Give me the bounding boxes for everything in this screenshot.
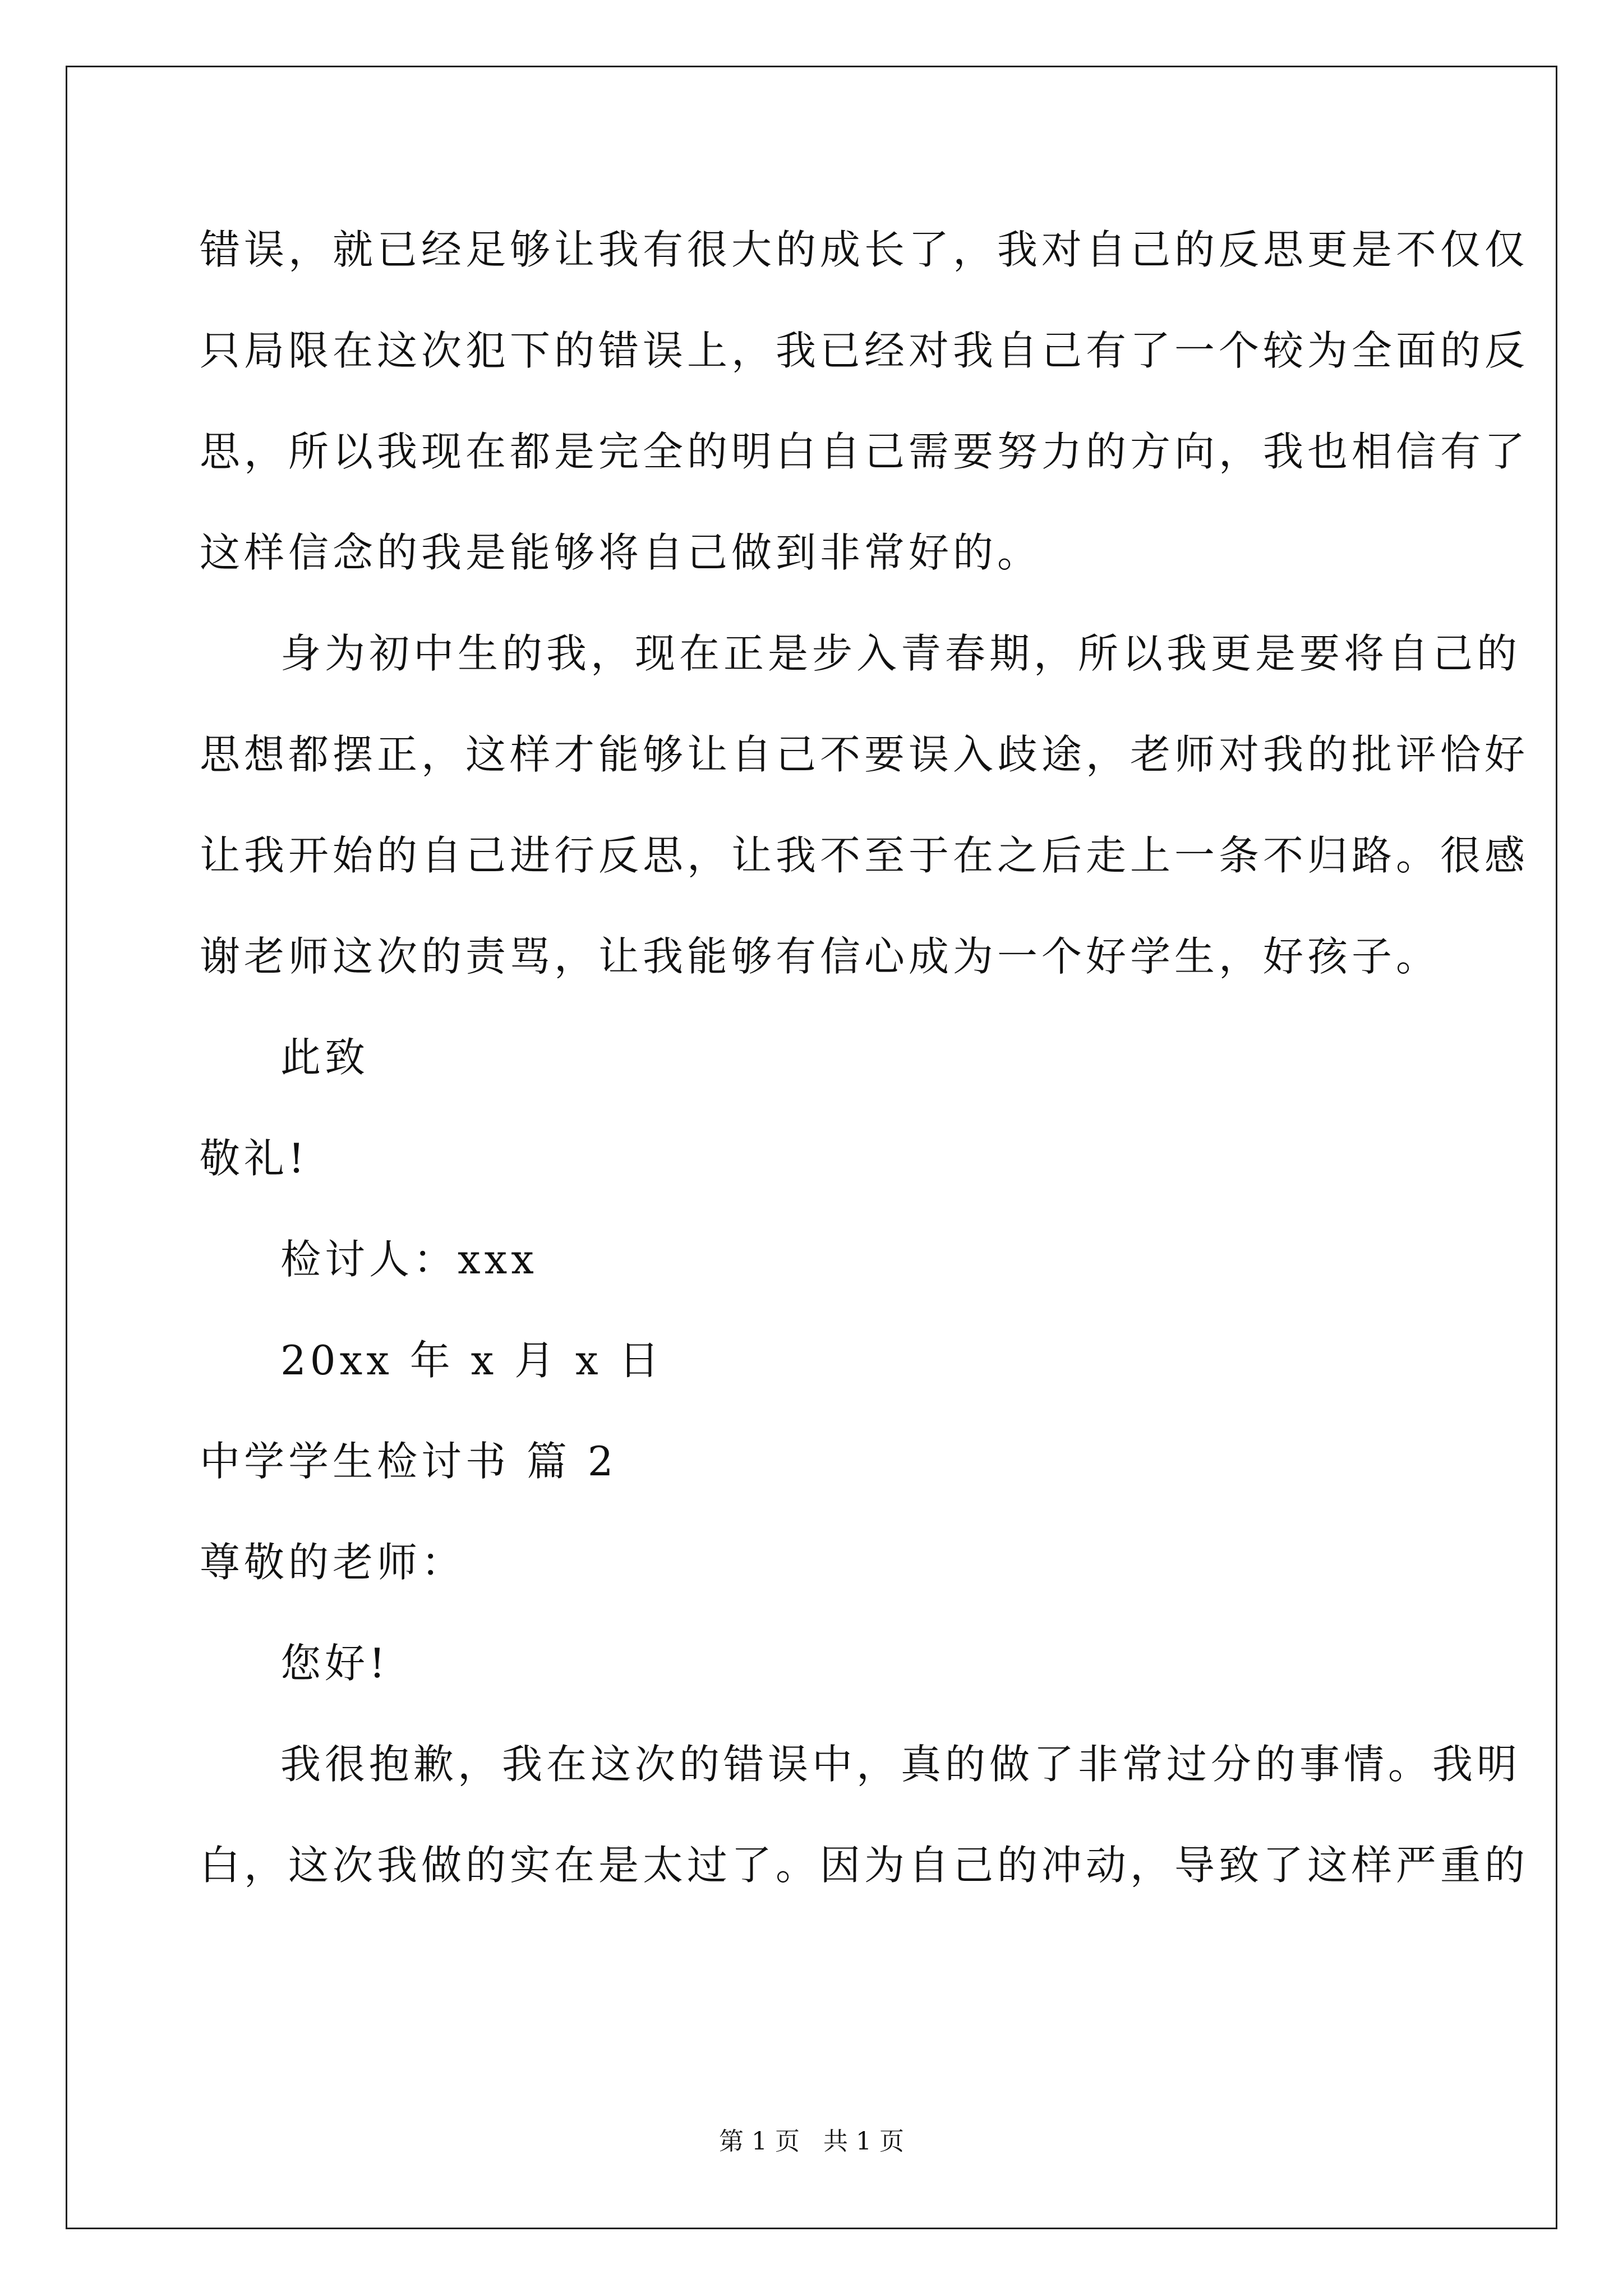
paragraph-2-line-4: 谢老师这次的责骂，让我能够有信心成为一个好学生，好孩子。: [200, 933, 1441, 980]
paragraph-2-line-3: 让我开始的自己进行反思，让我不至于在之后走上一条不归路。很感: [200, 832, 1529, 879]
signature-author: 检讨人：xxx: [280, 1236, 538, 1283]
paragraph-2-line-2: 思想都摆正，这样才能够让自己不要误入歧途，老师对我的批评恰好: [200, 731, 1529, 778]
paragraph-3-line-1: 我很抱歉，我在这次的错误中，真的做了非常过分的事情。我明: [280, 1741, 1521, 1788]
body-line-4: 这样信念的我是能够将自己做到非常好的。: [200, 529, 1042, 576]
paragraph-3-line-2: 白，这次我做的实在是太过了。因为自己的冲动，导致了这样严重的: [200, 1842, 1529, 1889]
body-line-1: 错误，就已经足够让我有很大的成长了，我对自己的反思更是不仅仅: [200, 226, 1529, 273]
closing-salutation: 此致: [280, 1034, 370, 1081]
paragraph-2-line-1: 身为初中生的我，现在正是步入青春期，所以我更是要将自己的: [280, 630, 1521, 677]
body-line-3: 思，所以我现在都是完全的明白自己需要努力的方向，我也相信有了: [200, 428, 1529, 475]
signature-date: 20xx 年 x 月 x 日: [280, 1337, 663, 1384]
letter-hello: 您好!: [280, 1640, 389, 1687]
body-line-2: 只局限在这次犯下的错误上，我已经对我自己有了一个较为全面的反: [200, 327, 1529, 374]
closing-respect: 敬礼!: [200, 1135, 308, 1182]
page-footer: 第 1 页 共 1 页: [719, 2127, 904, 2156]
section-heading: 中学学生检讨书 篇 2: [200, 1438, 617, 1485]
letter-greeting: 尊敬的老师：: [200, 1539, 466, 1586]
